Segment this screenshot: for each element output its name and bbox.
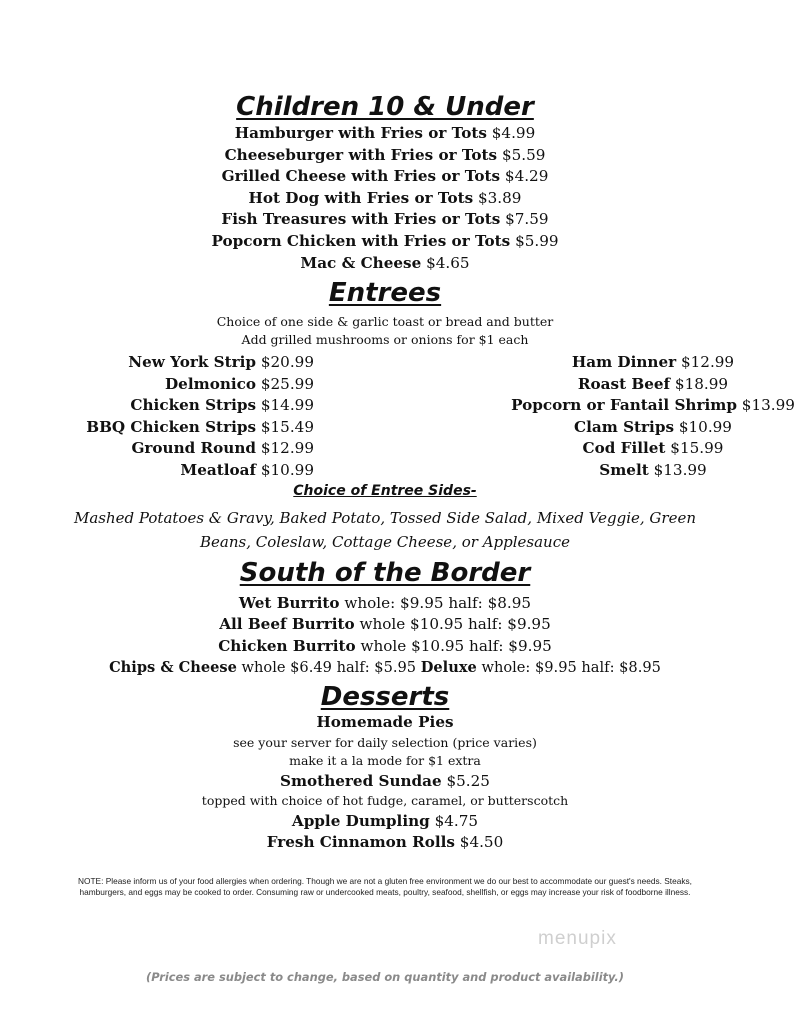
- item-name: Fish Treasures with Fries or Tots: [221, 210, 501, 228]
- dessert-note: see your server for daily selection (price varies): [233, 735, 537, 750]
- menu-item: [503, 352, 803, 374]
- menu-item: [0, 774, 770, 789]
- item-name: Chicken Burrito: [218, 637, 356, 655]
- item-name: Hamburger with Fries or Tots: [234, 124, 487, 142]
- item-price: $10.99: [678, 417, 732, 436]
- item-price: $13.99: [741, 396, 795, 415]
- item-name: Deluxe: [420, 659, 477, 676]
- item-price: $13.99: [653, 460, 707, 479]
- desserts-heading: Desserts: [320, 682, 450, 712]
- item-name: Smothered Sundae: [280, 772, 442, 790]
- menu-item: [503, 438, 803, 460]
- menu-item: [0, 212, 770, 227]
- menu-item: [503, 395, 803, 417]
- entree-sides-title: Choice of Entree Sides-: [293, 483, 477, 499]
- menu-item: [0, 256, 770, 271]
- item-name: Chicken Strips: [130, 396, 257, 415]
- item-price: $25.99: [260, 374, 314, 393]
- menu-item: [0, 417, 400, 439]
- menu-item: [503, 417, 803, 439]
- item-price: $20.99: [260, 353, 314, 371]
- entree-sides-list: Mashed Potatoes & Gravy, Baked Potato, Tossed Side Salad, Mixed Veggie, Green Beans, Coleslaw, Cottage Cheese, or Applesauce: [74, 509, 696, 551]
- dessert-note: make it a la mode for $1 extra: [289, 753, 481, 768]
- item-name: Grilled Cheese with Fries or Tots: [221, 167, 501, 185]
- menu-item: [0, 191, 770, 206]
- item-price: $5.59: [501, 146, 546, 164]
- item-price: $4.75: [434, 812, 479, 830]
- item-name: Wet Burrito: [238, 594, 340, 612]
- item-name: Clam Strips: [574, 417, 674, 436]
- item-name: Ham Dinner: [571, 353, 677, 371]
- menu-item: [503, 374, 803, 396]
- dessert-note: topped with choice of hot fudge, caramel, or butterscotch: [201, 793, 569, 808]
- item-price: $12.99: [680, 353, 735, 371]
- item-name: Roast Beef: [577, 374, 671, 393]
- allergy-note: NOTE: Please inform us of your food allergies when ordering. Though we are not a gluten free environment we do our best to accommodate our guest's needs. Steaks, hamburgers, and eggs may be cooked to order. Consuming raw or undercooked meats, poultry, seafood, shellfish, or eggs may increase your risk of foodborne illness.: [78, 876, 692, 898]
- item-price: $10.99: [260, 460, 314, 479]
- item-name: Chips & Cheese: [109, 659, 237, 676]
- entrees-note: Choice of one side & garlic toast or bread and butter: [216, 314, 554, 329]
- menu-item: [0, 617, 770, 632]
- item-price: whole $10.95 half: $9.95: [360, 637, 552, 655]
- item-price: whole $10.95 half: $9.95: [359, 615, 551, 633]
- item-price: $4.99: [491, 124, 536, 142]
- south-heading: South of the Border: [239, 558, 531, 588]
- item-price: $4.65: [426, 254, 470, 272]
- menu-item: [0, 596, 770, 611]
- item-price: $5.99: [515, 232, 559, 250]
- item-name: BBQ Chicken Strips: [86, 417, 257, 436]
- item-price: $3.89: [477, 189, 522, 207]
- item-name: Cheeseburger with Fries or Tots: [224, 146, 498, 164]
- item-price: whole $6.49 half: $5.95: [241, 659, 417, 676]
- item-price: $4.50: [459, 833, 504, 851]
- entrees-note: Add grilled mushrooms or onions for $1 each: [241, 332, 529, 347]
- menu-item: [0, 715, 770, 730]
- item-name: New York Strip: [128, 353, 257, 371]
- item-price: $5.25: [446, 772, 490, 790]
- item-price: $12.99: [260, 439, 314, 458]
- menupix-watermark: menupix: [538, 928, 617, 949]
- item-name: Hot Dog with Fries or Tots: [248, 189, 474, 207]
- item-name: Mac & Cheese: [300, 254, 422, 272]
- item-price: $18.99: [674, 374, 729, 393]
- menu-item: [0, 148, 770, 163]
- entrees-right-column: [400, 352, 795, 482]
- menu-item: [0, 234, 770, 249]
- item-name: Ground Round: [131, 439, 257, 458]
- item-name: Cod Fillet: [582, 439, 666, 458]
- menu-item: [0, 814, 770, 829]
- entrees-heading: Entrees: [328, 278, 442, 308]
- menu-item: [503, 460, 803, 482]
- menu-item: [0, 460, 400, 482]
- menu-item: [0, 374, 400, 396]
- menu-item: [0, 169, 770, 184]
- menu-item: [0, 395, 400, 417]
- menu-item: [0, 438, 400, 460]
- item-name: Delmonico: [165, 374, 257, 393]
- item-name: Meatloaf: [180, 460, 257, 479]
- item-name: Homemade Pies: [316, 713, 454, 731]
- entrees-left-column: [0, 352, 400, 482]
- price-disclaimer: (Prices are subject to change, based on quantity and product availability.): [146, 970, 624, 984]
- menu-item: [0, 352, 400, 374]
- item-price: $7.59: [505, 210, 549, 228]
- item-price: $4.29: [504, 167, 549, 185]
- item-price: whole: $9.95 half: $8.95: [481, 659, 661, 676]
- item-name: Popcorn or Fantail Shrimp: [511, 396, 737, 415]
- item-name: Popcorn Chicken with Fries or Tots: [211, 232, 511, 250]
- item-name: Smelt: [599, 460, 649, 479]
- children-heading: Children 10 & Under: [236, 92, 534, 122]
- menu-item: [0, 661, 770, 676]
- item-price: whole: $9.95 half: $8.95: [344, 594, 532, 612]
- item-name: Fresh Cinnamon Rolls: [266, 833, 455, 851]
- menu-item: [0, 639, 770, 654]
- menu-item: [0, 126, 770, 141]
- item-price: $15.49: [260, 417, 314, 436]
- item-name: All Beef Burrito: [219, 615, 355, 633]
- item-price: $15.99: [670, 439, 724, 458]
- item-price: $14.99: [260, 396, 314, 415]
- item-name: Apple Dumpling: [291, 812, 430, 830]
- menu-item: [0, 835, 770, 850]
